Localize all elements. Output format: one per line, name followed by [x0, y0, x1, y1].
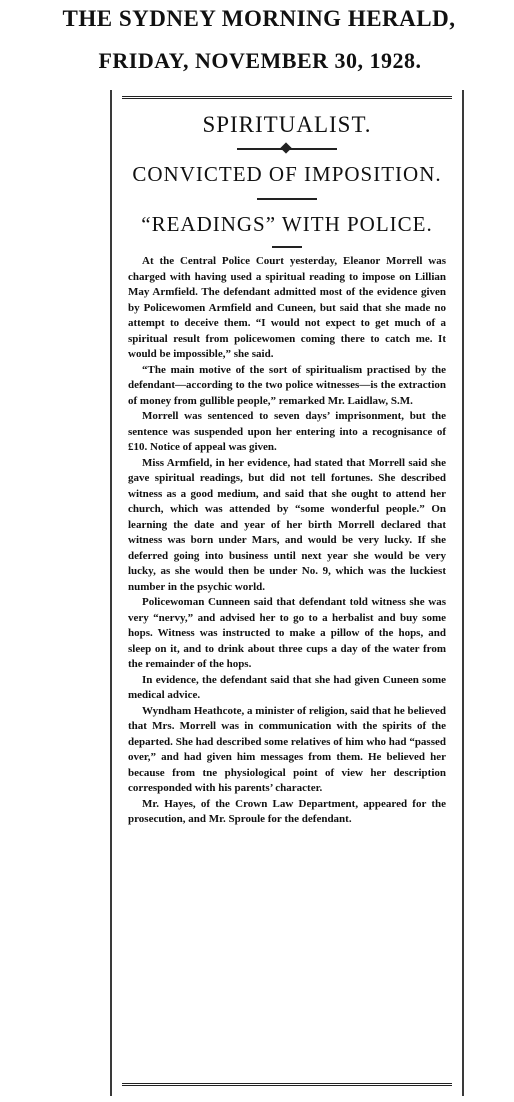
- issue-date: FRIDAY, NOVEMBER 30, 1928.: [98, 48, 422, 73]
- subheadline: CONVICTED OF IMPOSITION.: [132, 162, 442, 186]
- paragraph: Morrell was sentenced to seven days’ imprisonment, but the sentence was suspended upon her entering into a recognisance of £10. Notice of appeal was given.: [128, 410, 446, 453]
- paragraph: Mr. Hayes, of the Crown Law Department, appeared for the prosecution, and Mr. Sproule for the defendant.: [128, 797, 446, 825]
- article-clipping: [110, 90, 464, 1096]
- short-separator: [272, 246, 302, 248]
- paragraph: Policewoman Cunneen said that defendant told witness she was very “nervy,” and advised her to go to a herbalist and buy some hops. Witness was instructed to make a pillow of the hops, and sleep on it, and to drink about three cups a day of the water from the remainder of the hops.: [128, 596, 446, 670]
- headline: SPIRITUALIST.: [202, 112, 372, 137]
- paragraph: At the Central Police Court yesterday, Eleanor Morrell was charged with having used a spiritual reading to impose on Lillian May Armfield. The defendant admitted most of the evidence given by Policewomen Armfield and Cuneen, but said that she made no attempt to deceive them. “I would not expect to get much of a spiritual result from policewomen coming there to catch me. It would be impossible,” she said.: [128, 255, 446, 360]
- paragraph: Miss Armfield, in her evidence, had stated that Morrell said she gave spiritual readings, but did not tell fortunes. She described witness as a good medium, and said that she ought to attend her church, which was attended by “some wonderful people.” On learning the date and year of her birth Morrell declared that witness was born under Mars, and would be very lucky. If she deferred going into business until next year she would be very lucky, as she would then be under No. 9, which was the luckiest number in the psychic world.: [128, 456, 446, 593]
- paragraph: Wyndham Heathcote, a minister of religion, said that he believed that Mrs. Morrell was in communication with the spirits of the departed. She had described some relatives of him who had “passed over,” and had given him messages from them. He believed her because from tne physiological point of view her description corresponded with his parents’ character.: [128, 704, 446, 794]
- top-double-rule: [122, 96, 452, 99]
- subheadline-separator: [257, 198, 317, 200]
- headline-separator: [237, 148, 337, 150]
- masthead: [0, 0, 514, 86]
- newspaper-name: THE SYDNEY MORNING HERALD,: [62, 6, 456, 31]
- subheadline-readings: “READINGS” WITH POLICE.: [141, 212, 433, 236]
- bottom-double-rule: [122, 1083, 452, 1086]
- paragraph: “The main motive of the sort of spiritualism practised by the defendant—according to the two police witnesses—is the extraction of money from gullible people,” remarked Mr. Laidlaw, S.M.: [128, 363, 446, 407]
- article-body: [128, 254, 446, 828]
- paragraph: In evidence, the defendant said that she had given Cuneen some medical advice.: [128, 673, 446, 701]
